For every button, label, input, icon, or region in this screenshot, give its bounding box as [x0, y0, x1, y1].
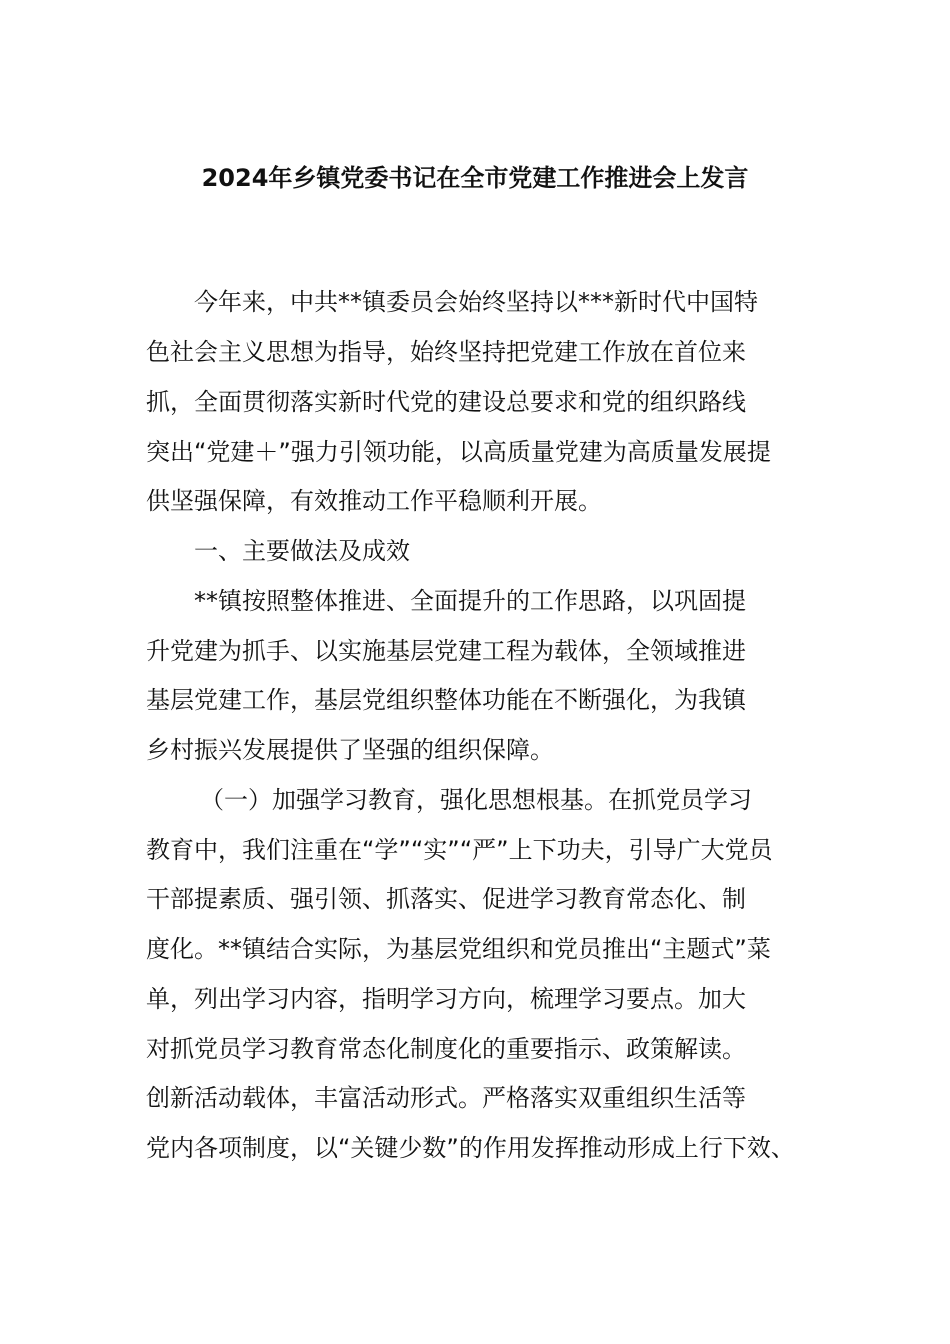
paragraph-3-line-5: 单，列出学习内容，指明学习方向，梳理学习要点。加大 [146, 985, 746, 1013]
paragraph-2-line-2: 升党建为抓手、以实施基层党建工程为载体，全领域推进 [146, 637, 746, 665]
paragraph-3-line-2: 教育中，我们注重在“学”“实”“严”上下功夫，引导广大党员 [146, 836, 773, 864]
section-heading-1: 一、主要做法及成效 [194, 537, 410, 565]
paragraph-3-line-3: 干部提素质、强引领、抓落实、促进学习教育常态化、制 [146, 885, 746, 913]
paragraph-1-line-5: 供坚强保障，有效推动工作平稳顺利开展。 [146, 487, 602, 515]
paragraph-2-line-1: **镇按照整体推进、全面提升的工作思路，以巩固提 [194, 587, 746, 615]
paragraph-3-line-4: 度化。**镇结合实际，为基层党组织和党员推出“主题式”菜 [146, 935, 771, 963]
paragraph-2-line-3: 基层党建工作，基层党组织整体功能在不断强化，为我镇 [146, 686, 746, 714]
paragraph-1-line-3: 抓，全面贯彻落实新时代党的建设总要求和党的组织路线 [146, 388, 746, 416]
paragraph-3-line-1: （一）加强学习教育，强化思想根基。在抓党员学习 [200, 786, 752, 814]
document-title: 2024年乡镇党委书记在全市党建工作推进会上发言 [201, 164, 749, 192]
paragraph-3-line-6: 对抓党员学习教育常态化制度化的重要指示、政策解读。 [146, 1035, 746, 1063]
paragraph-2-line-4: 乡村振兴发展提供了坚强的组织保障。 [146, 736, 554, 764]
paragraph-1-line-1: 今年来，中共**镇委员会始终坚持以***新时代中国特 [194, 288, 758, 316]
paragraph-3-line-7: 创新活动载体，丰富活动形式。严格落实双重组织生活等 [146, 1084, 746, 1112]
paragraph-1-line-2: 色社会主义思想为指导，始终坚持把党建工作放在首位来 [146, 338, 746, 366]
paragraph-3-line-8: 党内各项制度，以“关键少数”的作用发挥推动形成上行下效、 [146, 1134, 795, 1162]
paragraph-1-line-4: 突出“党建＋”强力引领功能，以高质量党建为高质量发展提 [146, 438, 771, 466]
